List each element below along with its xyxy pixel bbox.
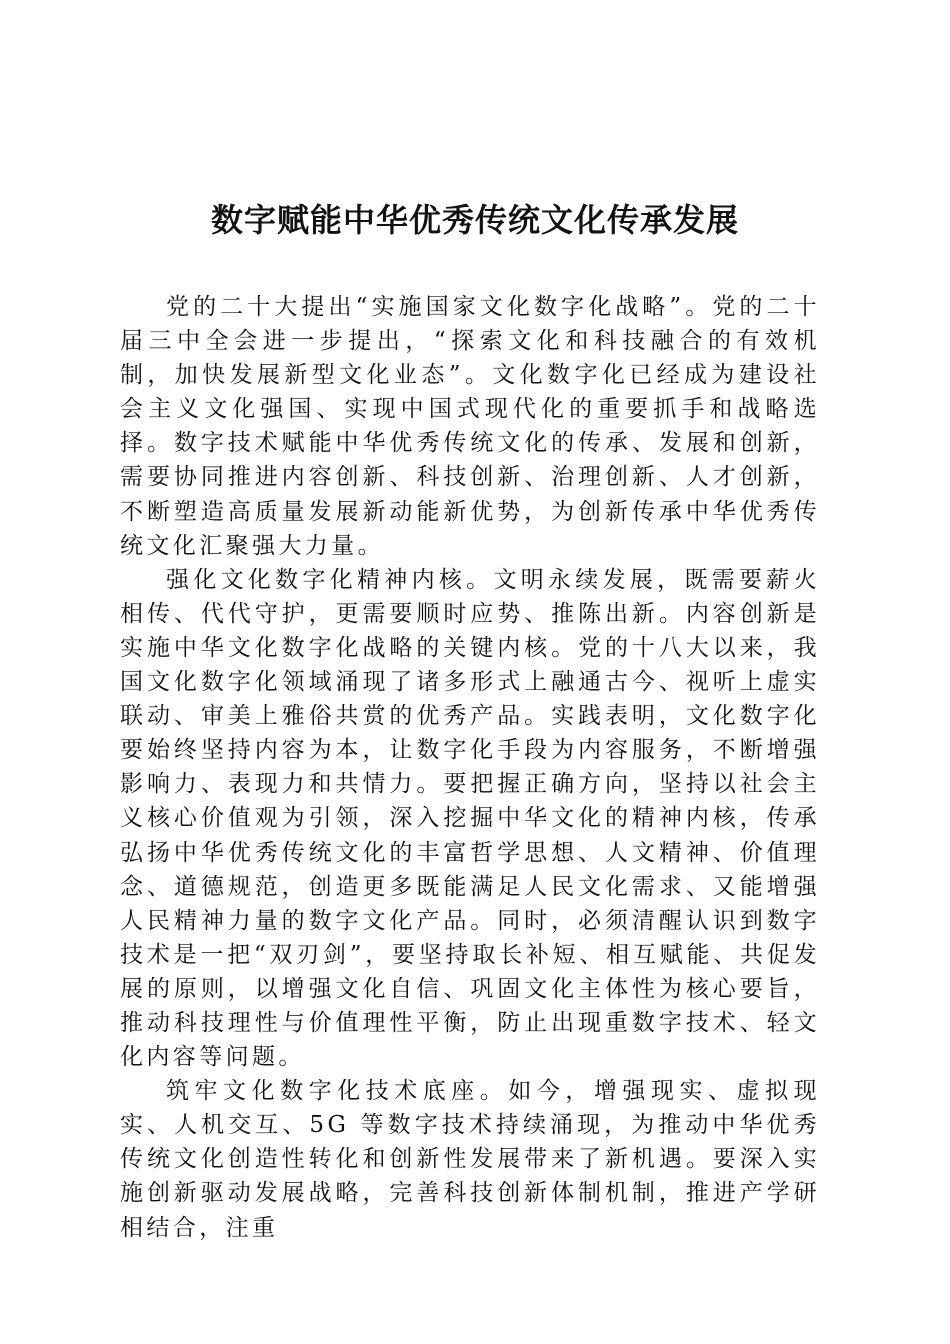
paragraph-technology-foundation: 筑牢文化数字化技术底座。如今，增强现实、虚拟现实、人机交互、5G 等数字技术持续涌现，为推动中华优秀传统文化创造性转化和创新性发展带来了新机遇。要深入实施创新驱动发展战略，完善科技创新体制机制，推进产学研相结合，注重 <box>120 1078 820 1241</box>
paragraph-intro: 党的二十大提出“实施国家文化数字化战略”。党的二十届三中全会进一步提出，“探索文化和科技融合的有效机制，加快发展新型文化业态”。文化数字化已经成为建设社会主义文化强国、实现中国式现代化的重要抓手和战略选择。数字技术赋能中华优秀传统文化的传承、发展和创新，需要协同推进内容创新、科技创新、治理创新、人才创新，不断塑造高质量发展新动能新优势，为创新传承中华优秀传统文化汇聚强大力量。 <box>120 294 820 559</box>
paragraph-content-innovation: 强化文化数字化精神内核。文明永续发展，既需要薪火相传、代代守护，更需要顺时应势、推陈出新。内容创新是实施中华文化数字化战略的关键内核。党的十八大以来，我国文化数字化领域涌现了诸多形式上融通古今、视听上虚实联动、审美上雅俗共赏的优秀产品。实践表明，文化数字化要始终坚持内容为本，让数字化手段为内容服务，不断增强影响力、表现力和共情力。要把握正确方向，坚持以社会主义核心价值观为引领，深入挖掘中华文化的精神内核，传承弘扬中华优秀传统文化的丰富哲学思想、人文精神、价值理念、道德规范，创造更多既能满足人民文化需求、又能增强人民精神力量的数字文化产品。同时，必须清醒认识到数字技术是一把“双刃剑”，要坚持取长补短、相互赋能、共促发展的原则，以增强文化自信、巩固文化主体性为核心要旨，推动科技理性与价值理性平衡，防止出现重数字技术、轻文化内容等问题。 <box>120 566 820 1071</box>
document-title: 数字赋能中华优秀传统文化传承发展 <box>210 201 739 239</box>
document-body <box>120 290 820 1245</box>
